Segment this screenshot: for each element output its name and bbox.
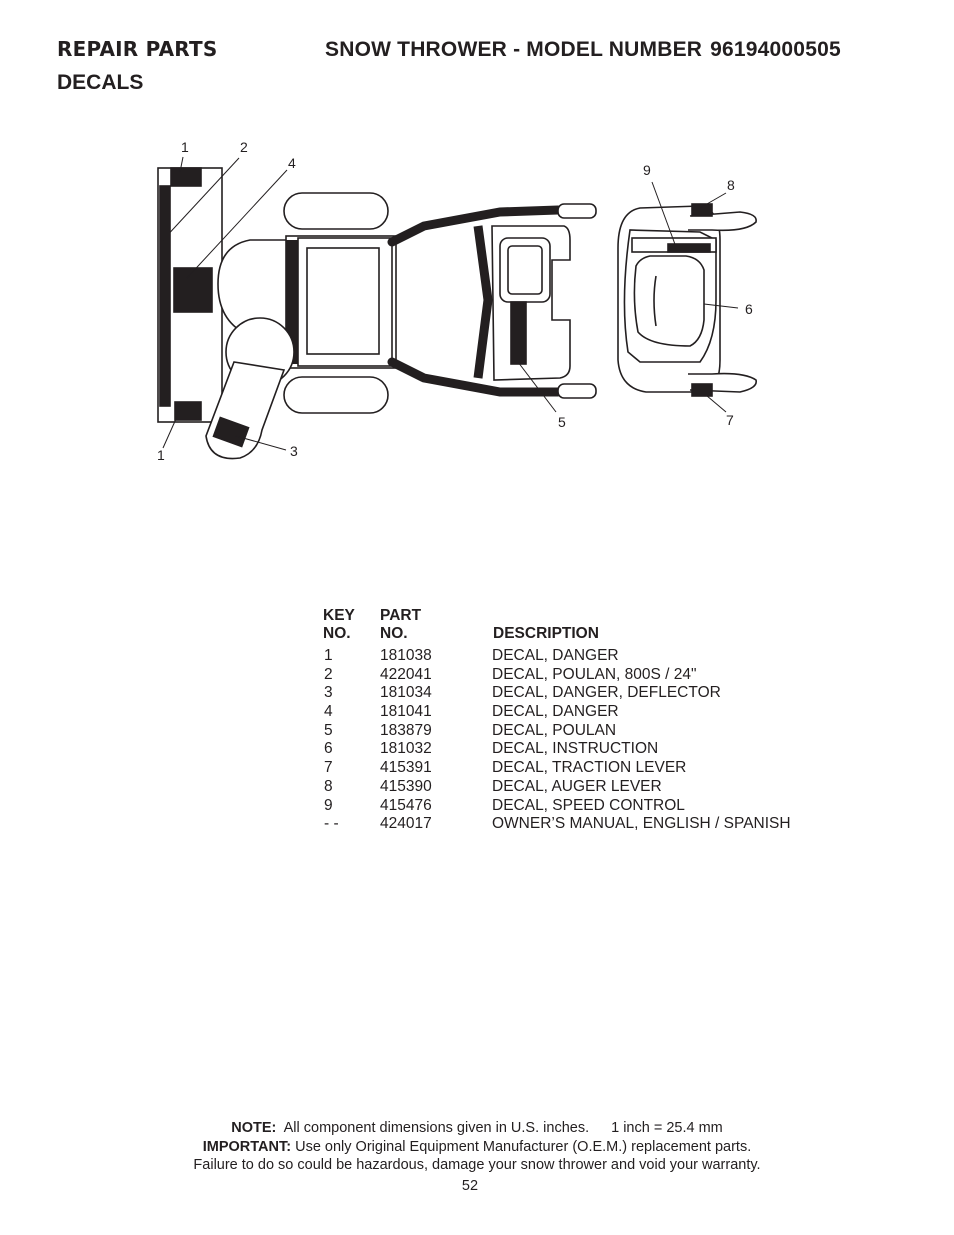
header-part-line2: NO. (380, 625, 408, 642)
note-label: NOTE: (231, 1120, 277, 1136)
key-no: 3 (324, 684, 333, 702)
description: DECAL, POULAN (492, 721, 617, 739)
part-no: 183879 (380, 721, 432, 739)
description: DECAL, DANGER, DEFLECTOR (492, 684, 721, 702)
callout-label-1-top: 1 (181, 139, 189, 155)
section-title-repair-parts: REPAIR PARTS (57, 37, 218, 61)
part-no: 181038 (380, 647, 432, 664)
part-no: 181041 (380, 703, 432, 721)
callout-label-9: 9 (643, 162, 651, 178)
callout-label-6: 6 (745, 301, 753, 317)
callout-label-3: 3 (290, 443, 298, 459)
part-no: 424017 (380, 815, 432, 833)
header-description: DESCRIPTION (493, 625, 599, 642)
part-no: 181034 (380, 684, 432, 702)
decal-4-danger (174, 268, 212, 312)
control-panel (492, 226, 570, 380)
part-no: 415391 (380, 759, 432, 777)
key-no: 6 (324, 740, 333, 758)
decal-location-diagram (0, 0, 954, 520)
key-no: - - (324, 815, 339, 833)
decal-8-auger-lever (692, 204, 712, 216)
part-no: 415476 (380, 796, 432, 814)
header-key-line1: KEY (323, 607, 355, 624)
decal-5-poulan (511, 302, 526, 364)
warranty-warning: Failure to do so could be hazardous, damage your snow thrower and void your warranty. (193, 1157, 761, 1174)
part-no: 422041 (380, 665, 432, 683)
header-part-line1: PART (380, 607, 422, 624)
description: DECAL, DANGER (492, 703, 619, 721)
product-title-text: SNOW THROWER - MODEL NUMBER (325, 38, 703, 61)
callout-label-8: 8 (727, 177, 735, 193)
description: DECAL, INSTRUCTION (492, 740, 659, 758)
header-key-no (323, 607, 355, 643)
part-no: 415390 (380, 777, 432, 795)
part-no: 181032 (380, 740, 432, 758)
unit-conversion: 1 inch = 25.4 mm (611, 1120, 723, 1136)
key-no: 2 (324, 665, 333, 683)
key-no: 1 (324, 647, 333, 664)
description: DECAL, AUGER LEVER (492, 777, 662, 795)
important-text: Use only Original Equipment Manufacturer (O.E.M.) replacement parts. (295, 1138, 752, 1155)
callout-label-5: 5 (558, 414, 566, 430)
key-no: 8 (324, 777, 333, 795)
description: OWNER’S MANUAL, ENGLISH / SPANISH (492, 815, 791, 833)
decal-9-speed-control (668, 244, 710, 252)
description: DECAL, POULAN, 800S / 24" (492, 665, 697, 683)
key-no: 4 (324, 703, 333, 721)
callout-label-7: 7 (726, 412, 734, 428)
key-no: 7 (324, 759, 333, 777)
header-part-no (380, 607, 421, 643)
page-number: 52 (461, 1178, 479, 1194)
description: DECAL, TRACTION LEVER (492, 759, 687, 777)
important-line (0, 1138, 954, 1157)
subsection-title-decals: DECALS (57, 71, 144, 94)
decal-7-traction-lever (692, 384, 712, 396)
key-no: 5 (324, 721, 333, 739)
callout-label-1-bottom: 1 (157, 447, 165, 463)
model-number: 96194000505 (710, 38, 841, 61)
description: DECAL, SPEED CONTROL (492, 796, 685, 814)
rear-control-view (618, 206, 756, 392)
callout-label-2: 2 (240, 139, 248, 155)
footer-notes (0, 1119, 954, 1175)
note-line (0, 1119, 954, 1138)
important-label: IMPORTANT: (202, 1138, 292, 1155)
header-key-line2: NO. (323, 625, 351, 642)
callout-label-4: 4 (288, 155, 296, 171)
description: DECAL, DANGER (492, 647, 619, 664)
key-no: 9 (324, 796, 333, 814)
note-text: All component dimensions given in U.S. inches. (283, 1120, 590, 1136)
